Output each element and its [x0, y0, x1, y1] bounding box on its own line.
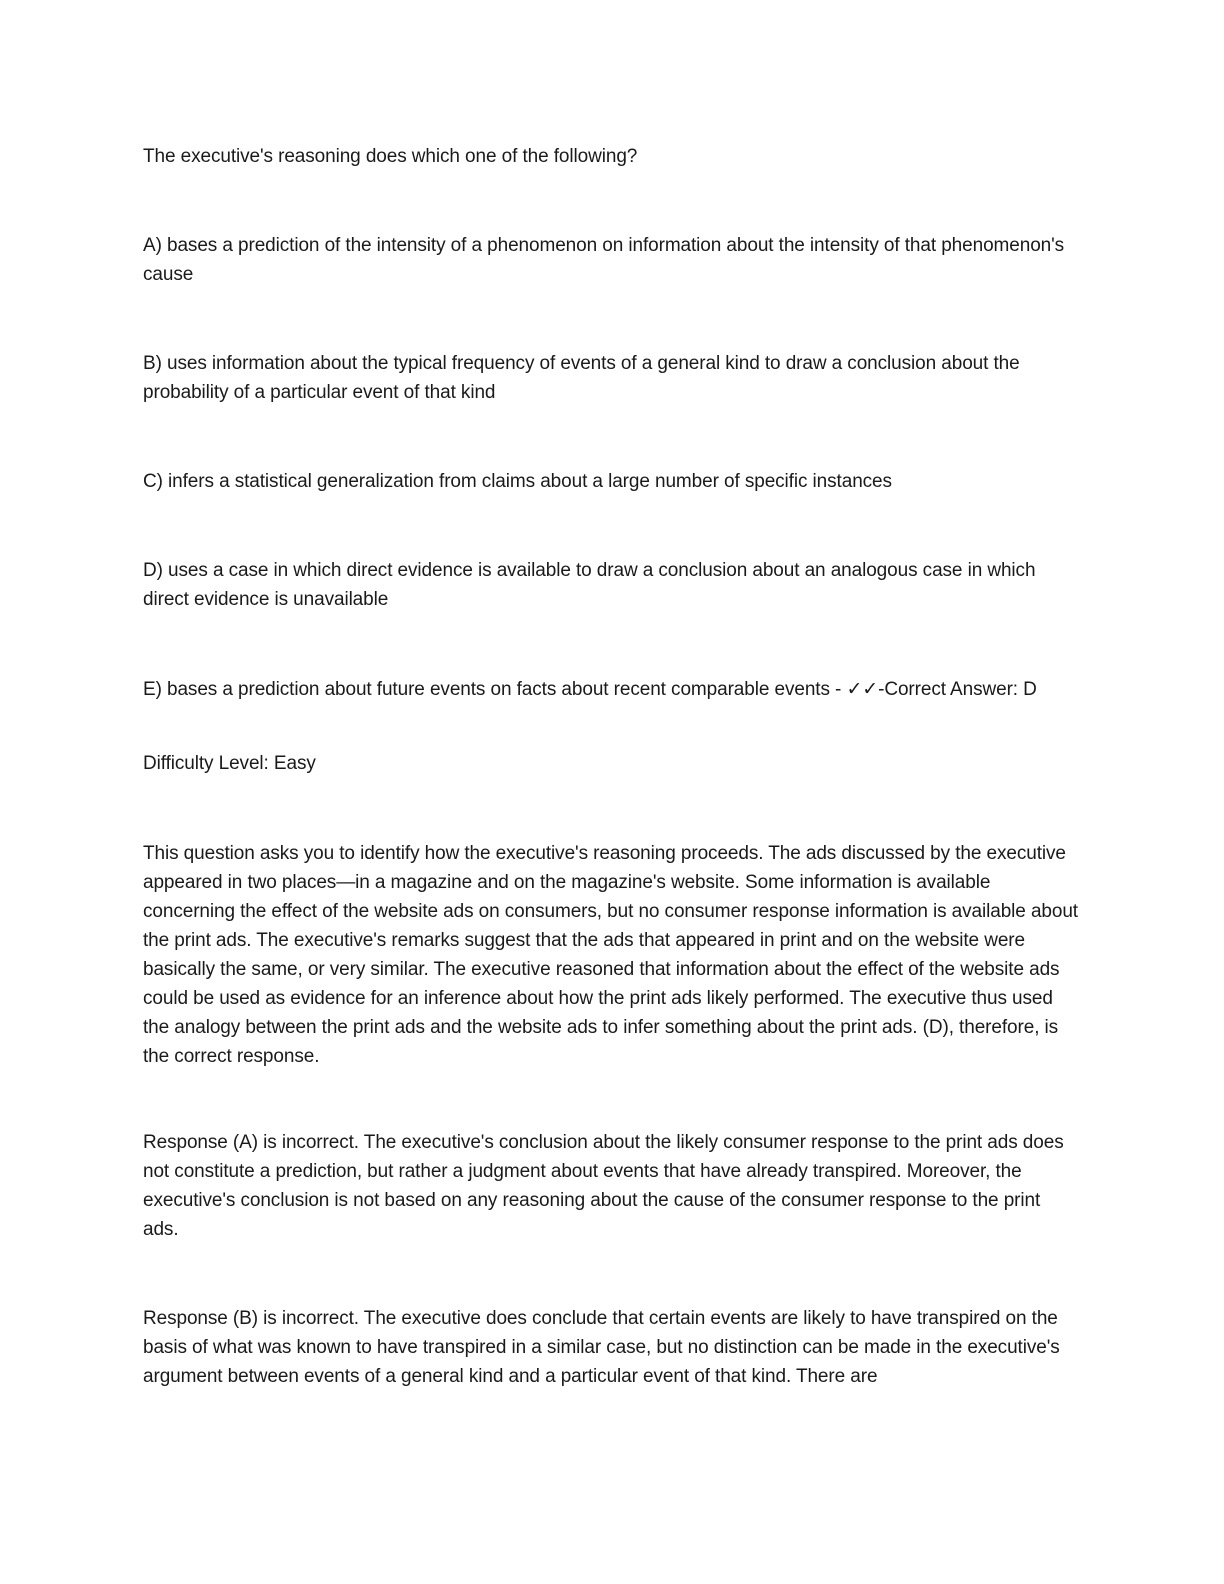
question-stem: The executive's reasoning does which one of the following?: [143, 146, 638, 167]
response-b-paragraph: Response (B) is incorrect. The executive does conclude that certain events are likely to have transpired on the basis of what was known to have transpired in a similar case, but no distinction can be made in the executive's argument between events of a general kind and a particular event of that kind. There are: [143, 1308, 1060, 1387]
option-c: C) infers a statistical generalization from claims about a large number of specific instances: [143, 471, 892, 492]
option-b: B) uses information about the typical frequency of events of a general kind to draw a conclusion about the probability of a particular event of that kind: [143, 353, 1020, 403]
response-a-paragraph: Response (A) is incorrect. The executive's conclusion about the likely consumer response to the print ads does not constitute a prediction, but rather a judgment about events that have already transpired. Moreover, the executive's conclusion is not based on any reasoning about the cause of the consumer response to the print ads.: [143, 1132, 1064, 1240]
explanation-paragraph: This question asks you to identify how the executive's reasoning proceeds. The ads discussed by the executive appeared in two places—in a magazine and on the magazine's website. Some information is available concerning the effect of the website ads on consumers, but no consumer response information is available about the print ads. The executive's remarks suggest that the ads that appeared in print and on the website were basically the same, or very similar. The executive reasoned that information about the effect of the website ads could be used as evidence for an inference about how the print ads likely performed. The executive thus used the analogy between the print ads and the website ads to infer something about the print ads. (D), therefore, is the correct response.: [143, 843, 1078, 1067]
option-a: A) bases a prediction of the intensity of a phenomenon on information about the intensity of that phenomenon's cause: [143, 235, 1065, 285]
difficulty-level: Difficulty Level: Easy: [143, 753, 316, 774]
option-d: D) uses a case in which direct evidence is available to draw a conclusion about an analogous case in which direct evidence is unavailable: [143, 560, 1036, 610]
option-e-with-answer: E) bases a prediction about future events on facts about recent comparable events - ✓✓-Correct Answer: D: [143, 679, 1037, 700]
